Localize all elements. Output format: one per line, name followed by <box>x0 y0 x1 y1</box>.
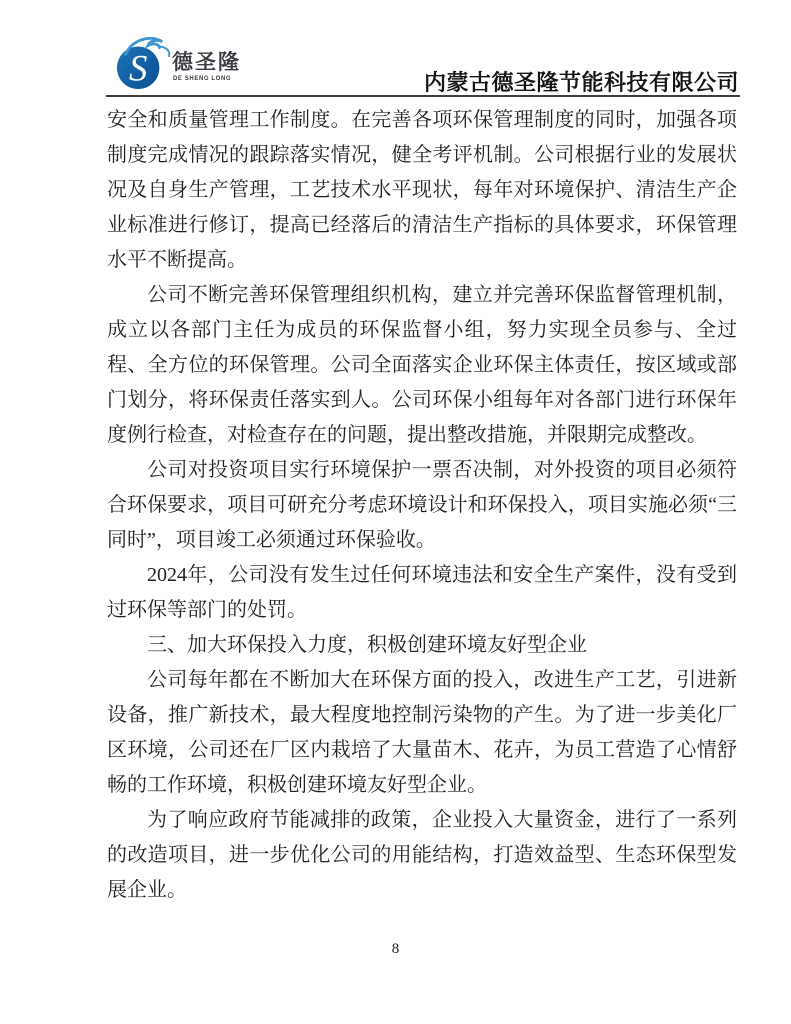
logo-chinese-wordmark: 德圣隆 <box>172 51 241 74</box>
paragraph: 公司对投资项目实行环境保护一票否决制，对外投资的项目必须符合环保要求，项目可研充分考虑环境设计和环保投入，项目实施必须“三同时”，项目竣工必须通过环保验收。 <box>107 459 737 551</box>
logo-s-glyph: S <box>128 47 148 89</box>
section-heading: 三、加大环保投入力度，积极创建环境友好型企业 <box>147 634 587 656</box>
paragraph-continuation: 安全和质量管理工作制度。在完善各项环保管理制度的同时，加强各项制度完成情况的跟踪落实情况，健全考评机制。公司根据行业的发展状况及自身生产管理，工艺技术水平现状，每年对环境保护、清洁生产企业标准进行修订，提高已经落后的清洁生产指标的具体要求，环保管理水平不断提高。 <box>107 109 737 271</box>
paragraph: 公司不断完善环保管理组织机构，建立并完善环保监督管理机制，成立以各部门主任为成员的环保监督小组，努力实现全员参与、全过程、全方位的环保管理。公司全面落实企业环保主体责任，按区域或部门划分，将环保责任落实到人。公司环保小组每年对各部门进行环保年度例行检查，对检查存在的问题，提出整改措施，并限期完成整改。 <box>107 284 737 446</box>
header-divider <box>106 95 740 97</box>
paragraph: 公司每年都在不断加大在环保方面的投入，改进生产工艺，引进新设备，推广新技术，最大程度地控制污染物的产生。为了进一步美化厂区环境，公司还在厂区内栽培了大量苗木、花卉，为员工营造了心情舒畅的工作环境，积极创建环境友好型企业。 <box>107 669 737 796</box>
paragraph: 2024年，公司没有发生过任何环境违法和安全生产案件，没有受到过环保等部门的处罚。 <box>107 564 737 621</box>
company-name: 内蒙古德圣隆节能科技有限公司 <box>423 70 739 95</box>
dragon-s-logo-icon <box>114 33 172 91</box>
logo-english-wordmark: DE SHENG LONG <box>173 76 232 82</box>
page-number: 8 <box>391 941 400 957</box>
logo-dragon-whisker <box>160 47 169 57</box>
paragraph: 为了响应政府节能减排的政策，企业投入大量资金，进行了一系列的改造项目，进一步优化公司的用能结构，打造效益型、生态环保型发展企业。 <box>107 809 737 901</box>
document-body <box>107 103 737 908</box>
